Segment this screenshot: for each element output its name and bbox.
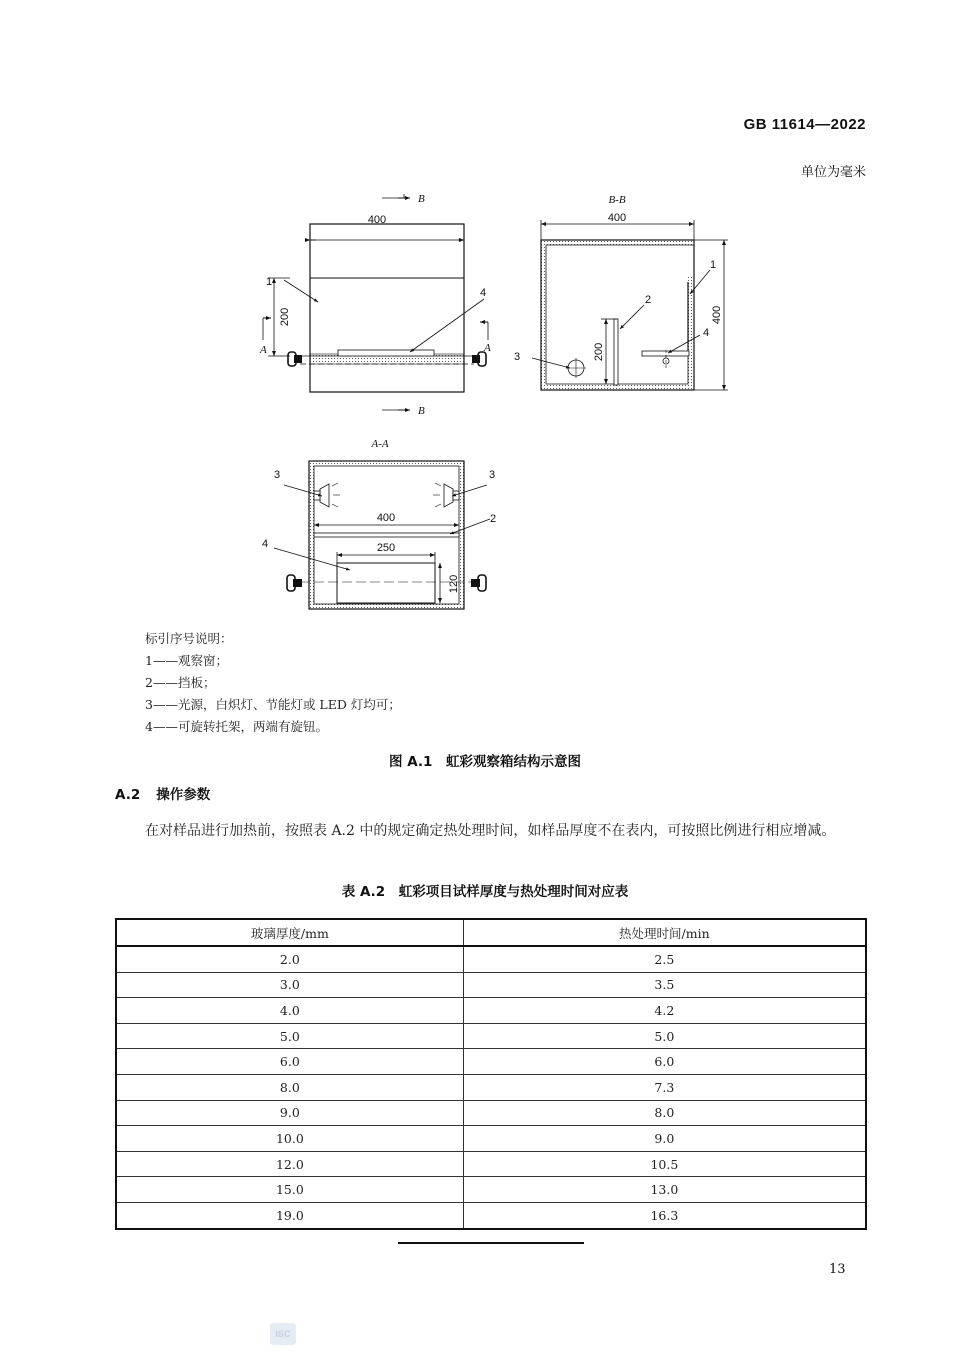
callout-2-aa: 2 (490, 513, 497, 525)
callout-4-front: 4 (480, 287, 487, 299)
cell-time: 16.3 (463, 1202, 866, 1228)
standard-code: GB 11614—2022 (743, 116, 866, 133)
table-row (116, 1202, 866, 1228)
end-rule (398, 1242, 584, 1244)
section-number: A.2 (115, 787, 141, 803)
figure-a1-diagram (0, 0, 970, 625)
cell-time: 8.0 (463, 1100, 866, 1126)
aa-view-label: A-A (371, 438, 389, 450)
table-caption: 表 A.2 虹彩项目试样厚度与热处理时间对应表 (341, 884, 629, 900)
table-row (116, 1177, 866, 1203)
callout-1-front: 1 (266, 276, 273, 288)
callout-3-aa-left: 3 (274, 469, 281, 481)
bb-dim-400-vertical: 400 (711, 305, 723, 325)
aa-section-view (262, 438, 496, 609)
section-title: 操作参数 (156, 787, 211, 803)
bb-section-view (514, 194, 728, 390)
cell-time: 6.0 (463, 1049, 866, 1075)
cell-thickness: 6.0 (116, 1049, 463, 1075)
figure-caption: 图 A.1 虹彩观察箱结构示意图 (389, 754, 581, 770)
table-row (116, 1074, 866, 1100)
aa-dim-120: 120 (448, 574, 460, 594)
table-row (116, 1023, 866, 1049)
legend-item: 1——观察窗； (145, 653, 228, 668)
cell-time: 9.0 (463, 1126, 866, 1152)
cell-thickness: 3.0 (116, 972, 463, 998)
callout-3-aa-right: 3 (489, 469, 496, 481)
section-b-top: B (418, 193, 425, 205)
legend-item: 3——光源，白炽灯、节能灯或 LED 灯均可； (145, 697, 401, 712)
table-row (116, 1151, 866, 1177)
legend-title: 标引序号说明： (145, 631, 233, 646)
thickness-time-table (115, 918, 867, 1230)
cell-thickness: 9.0 (116, 1100, 463, 1126)
figure-legend (145, 628, 401, 738)
bb-dim-400: 400 (607, 212, 627, 224)
callout-4-aa: 4 (262, 538, 269, 550)
section-b-bottom: B (418, 405, 425, 417)
legend-item: 2——挡板； (145, 675, 216, 690)
callout-3-bb: 3 (514, 351, 521, 363)
front-view (259, 193, 491, 417)
cell-thickness: 4.0 (116, 998, 463, 1024)
unit-note: 单位为毫米 (800, 165, 866, 180)
table-row (116, 1100, 866, 1126)
cell-time: 13.0 (463, 1177, 866, 1203)
bb-view-label: B-B (608, 194, 626, 206)
table-row (116, 998, 866, 1024)
cell-thickness: 12.0 (116, 1151, 463, 1177)
front-dim-200: 200 (279, 307, 291, 327)
cell-time: 5.0 (463, 1023, 866, 1049)
callout-4-bb: 4 (703, 327, 710, 339)
cell-time: 3.5 (463, 972, 866, 998)
cell-thickness: 8.0 (116, 1074, 463, 1100)
table-row (116, 1126, 866, 1152)
cell-time: 2.5 (463, 946, 866, 972)
legend-item: 4——可旋转托架，两端有旋钮。 (145, 719, 328, 734)
cell-time: 4.2 (463, 998, 866, 1024)
cell-thickness: 5.0 (116, 1023, 463, 1049)
table-header-row (116, 919, 866, 946)
table-row (116, 972, 866, 998)
watermark-logo: ISC (270, 1323, 296, 1345)
column-header-thickness: 玻璃厚度/mm (116, 919, 463, 946)
front-dim-400: 400 (367, 214, 387, 226)
section-heading (115, 783, 226, 803)
aa-dim-400: 400 (376, 512, 396, 524)
callout-1-bb: 1 (710, 259, 717, 271)
cell-thickness: 2.0 (116, 946, 463, 972)
section-a-left: A (260, 344, 267, 356)
table-row (116, 946, 866, 972)
body-paragraph: 在对样品进行加热前，按照表 A.2 中的规定确定热处理时间，如样品厚度不在表内，可按照比例进行相应增减。 (145, 823, 836, 839)
bb-dim-200: 200 (593, 342, 605, 362)
aa-dim-250: 250 (376, 542, 396, 554)
cell-time: 10.5 (463, 1151, 866, 1177)
section-a-right: A (484, 342, 491, 354)
cell-thickness: 19.0 (116, 1202, 463, 1228)
table-row (116, 1049, 866, 1075)
page-number: 13 (829, 1262, 846, 1277)
cell-thickness: 10.0 (116, 1126, 463, 1152)
callout-2-bb: 2 (645, 294, 652, 306)
cell-thickness: 15.0 (116, 1177, 463, 1203)
column-header-time: 热处理时间/min (463, 919, 866, 946)
cell-time: 7.3 (463, 1074, 866, 1100)
